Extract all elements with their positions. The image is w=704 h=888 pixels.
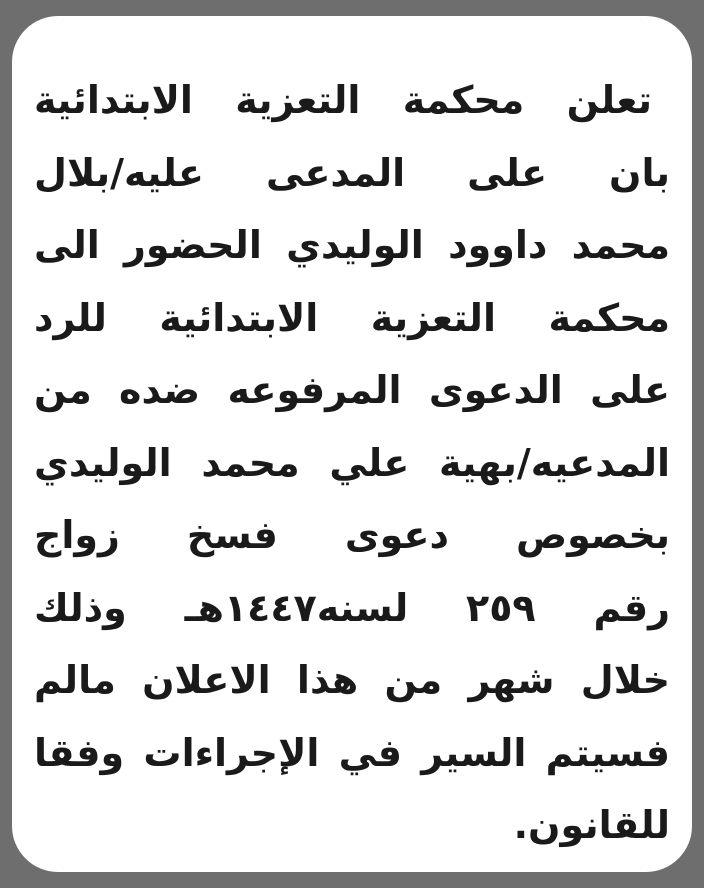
notice-line-8: رقم ٢٥٩ لسنه١٤٤٧هـ وذلك: [34, 585, 670, 630]
notice-line-6: المدعيه/بهية علي محمد الوليدي: [34, 440, 670, 485]
notice-line-7: بخصوص دعوى فسخ زواج: [34, 513, 670, 557]
notice-line-9: خلال شهر من هذا الاعلان مالم: [34, 658, 670, 702]
notice-text: [34, 64, 670, 862]
notice-line-11: للقانون.: [513, 803, 670, 847]
notice-line-5: على الدعوى المرفوعه ضده من: [34, 368, 670, 412]
notice-line-4: محكمة التعزية الابتدائية للرد: [34, 295, 670, 340]
notice-line-1: تعلن محكمة التعزية الابتدائية: [34, 78, 652, 122]
notice-line-3: محمد داوود الوليدي الحضور الى: [34, 223, 670, 267]
notice-line-2: بان على المدعى عليه/بلال: [34, 150, 670, 195]
notice-line-10: فسيتم السير في الإجراءات وفقا: [34, 730, 670, 775]
court-notice-card: [12, 16, 692, 872]
